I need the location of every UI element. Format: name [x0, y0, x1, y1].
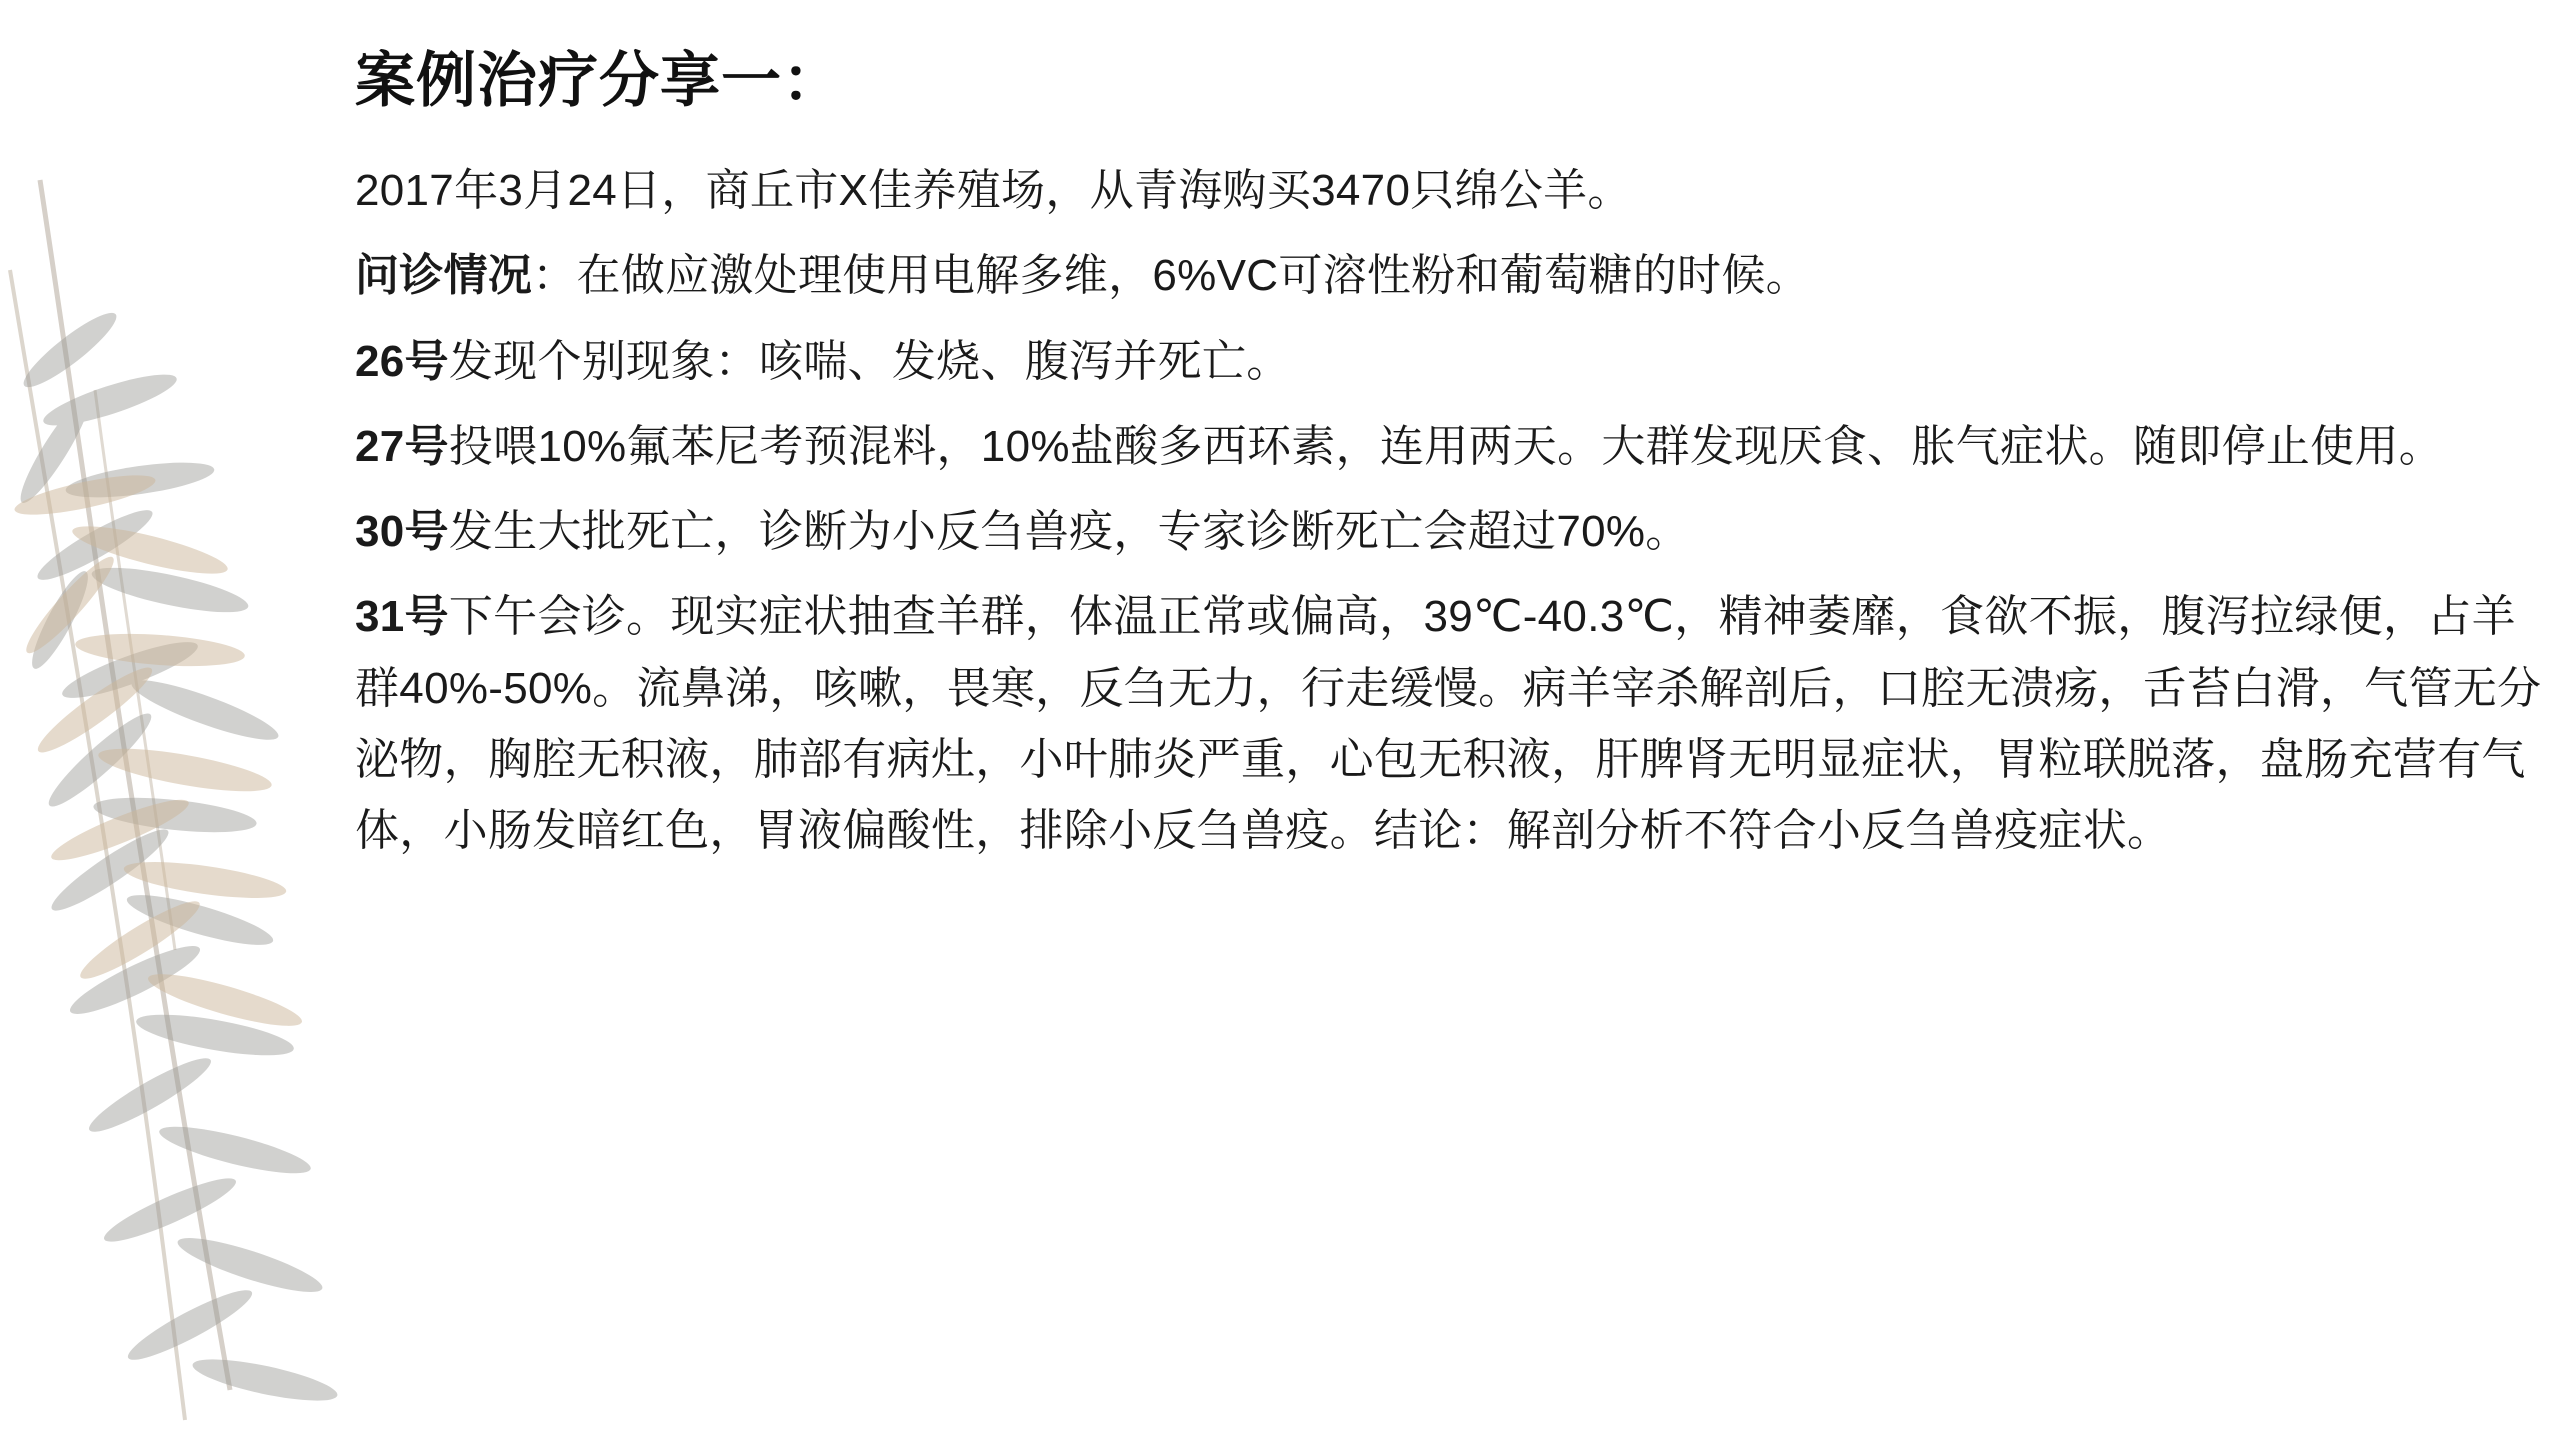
paragraph-day-31 — [355, 581, 2545, 866]
paragraph-consultation — [355, 240, 2545, 311]
paragraph-day-26 — [355, 326, 2545, 397]
body-text-block — [355, 155, 2545, 866]
paragraph-text: 2017年3月24日，商丘市X佳养殖场，从青海购买3470只绵公羊。 — [355, 166, 1632, 215]
bamboo-leaves-gray — [12, 304, 340, 1409]
page-title: 案例治疗分享一： — [355, 47, 843, 114]
paragraph-text: ：在做应激处理使用电解多维，6%VC可溶性粉和葡萄糖的时候。 — [532, 251, 1810, 301]
bamboo-stems — [10, 180, 230, 1420]
paragraph-lead: 31号 — [355, 592, 449, 642]
paragraph-day-30 — [355, 496, 2545, 567]
paragraph-lead: 30号 — [355, 507, 449, 557]
paragraph-lead: 27号 — [355, 421, 449, 471]
paragraph-lead: 26号 — [355, 336, 449, 386]
slide-content — [355, 0, 2545, 1440]
paragraph-text: 发现个别现象：咳喘、发烧、腹泻并死亡。 — [448, 336, 1291, 386]
paragraph-text: 发生大批死亡，诊断为小反刍兽疫，专家诊断死亡会超过70%。 — [448, 507, 1690, 557]
bamboo-leaves-tan — [12, 467, 306, 1035]
paragraph-day-27 — [355, 411, 2545, 482]
paragraph-intro — [355, 155, 2545, 226]
paragraph-text: 下午会诊。现实症状抽查羊群，体温正常或偏高，39℃-40.3℃，精神萎靡，食欲不振，腹泻拉绿便，占羊群40%-50%。流鼻涕，咳嗽，畏寒，反刍无力，行走缓慢。病羊宰杀解剖后，口腔无溃疡，舌苔白滑，气管无分泌物，胸腔无积液，肺部有病灶，小叶肺炎严重，心包无积液，肝脾肾无明显症状，胃粒联脱落，盘肠充营有气体，小肠发暗红色，胃液偏酸性，排除小反刍兽疫。结论：解剖分析不符合小反刍兽疫症状。 — [355, 592, 2542, 856]
paragraph-text: 投喂10%氟苯尼考预混料，10%盐酸多西环素，连用两天。大群发现厌食、胀气症状。随即停止使用。 — [448, 421, 2444, 471]
paragraph-lead: 问诊情况 — [355, 251, 533, 301]
